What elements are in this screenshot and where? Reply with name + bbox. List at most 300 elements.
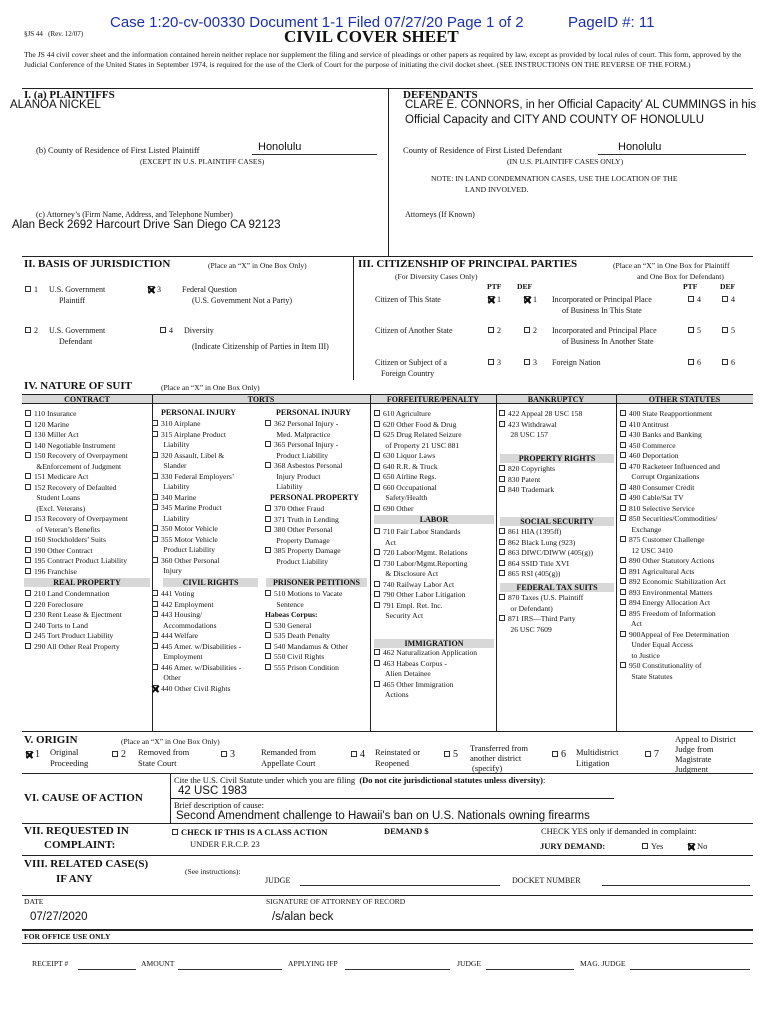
checkbox[interactable] — [524, 327, 530, 333]
list-row[interactable] — [499, 538, 593, 549]
checkbox-checked[interactable] — [148, 286, 154, 292]
date-field[interactable]: 07/27/2020 — [30, 911, 88, 923]
checkbox[interactable] — [152, 632, 158, 638]
checkbox[interactable] — [620, 494, 626, 500]
checkbox[interactable] — [524, 359, 530, 365]
checkbox[interactable] — [265, 420, 271, 426]
list-row[interactable] — [25, 420, 128, 431]
list-row[interactable] — [620, 420, 729, 431]
other-statutes-list — [620, 409, 729, 682]
checkbox[interactable] — [374, 549, 380, 555]
row3-def[interactable]: 3 — [524, 358, 537, 367]
list-row — [374, 538, 468, 549]
list-row[interactable] — [374, 548, 468, 559]
list-row[interactable] — [620, 630, 729, 641]
list-item: 430 Banks and Banking — [629, 430, 702, 439]
list-row[interactable] — [152, 663, 241, 674]
checkbox[interactable] — [488, 359, 494, 365]
checkbox-checked[interactable] — [152, 685, 158, 691]
county-defendant-field[interactable]: Honolulu — [618, 141, 662, 153]
immigration-list — [374, 648, 477, 701]
list-row[interactable] — [265, 525, 341, 536]
checkbox[interactable] — [112, 751, 118, 757]
row2-right-def[interactable]: 5 — [722, 326, 735, 335]
list-row[interactable] — [265, 589, 348, 600]
checkbox[interactable] — [152, 664, 158, 670]
labor-heading: LABOR — [374, 515, 494, 524]
list-row[interactable] — [374, 430, 462, 441]
checkbox[interactable] — [152, 590, 158, 596]
origin-6[interactable]: 6 — [552, 749, 566, 761]
checkbox-checked[interactable] — [26, 751, 32, 757]
list-row[interactable] — [152, 589, 241, 600]
checkbox[interactable] — [25, 431, 31, 437]
list-row — [25, 525, 128, 536]
list-row[interactable] — [499, 485, 555, 496]
checkbox[interactable] — [25, 611, 31, 617]
county-plaintiff-note: (EXCEPT IN U.S. PLAINTIFF CASES) — [140, 157, 265, 166]
checkbox[interactable] — [374, 421, 380, 427]
checkbox[interactable] — [265, 526, 271, 532]
row1-def[interactable]: 1 — [524, 295, 537, 304]
list-row[interactable] — [620, 483, 729, 494]
list-row[interactable] — [25, 483, 128, 494]
checkbox[interactable] — [620, 578, 626, 584]
list-row[interactable] — [25, 430, 128, 441]
checkbox[interactable] — [265, 462, 271, 468]
checkbox[interactable] — [152, 452, 158, 458]
list-row[interactable] — [374, 472, 462, 483]
checkbox[interactable] — [374, 431, 380, 437]
list-row[interactable] — [152, 556, 234, 567]
checkbox[interactable] — [374, 528, 380, 534]
checkbox[interactable] — [620, 452, 626, 458]
list-row[interactable] — [25, 631, 122, 642]
list-row — [620, 525, 729, 536]
list-row[interactable] — [499, 475, 555, 486]
list-row[interactable] — [620, 577, 729, 588]
list-item: Liability — [152, 513, 190, 523]
list-row[interactable] — [374, 420, 462, 431]
checkbox[interactable] — [374, 452, 380, 458]
list-row[interactable] — [499, 527, 593, 538]
list-row[interactable] — [620, 462, 729, 473]
list-row[interactable] — [25, 642, 122, 653]
attorney-label: (c) Attorney’s (Firm Name, Address, and Telephone Number) — [36, 210, 233, 219]
checkbox[interactable] — [722, 296, 728, 302]
list-item: Student Loans — [25, 493, 81, 502]
checkbox[interactable] — [620, 442, 626, 448]
checkbox[interactable] — [499, 465, 505, 471]
list-row[interactable] — [374, 451, 462, 462]
list-row[interactable] — [152, 419, 234, 430]
real-property-heading: REAL PROPERTY — [24, 578, 150, 587]
list-row[interactable] — [25, 514, 128, 525]
list-row[interactable] — [265, 642, 348, 653]
checkbox[interactable] — [499, 549, 505, 555]
checkbox[interactable] — [152, 525, 158, 531]
list-row[interactable] — [265, 440, 342, 451]
list-row[interactable] — [25, 409, 128, 420]
checkbox[interactable] — [265, 632, 271, 638]
see-instructions: (See instructions): — [185, 867, 241, 876]
checkbox[interactable] — [25, 590, 31, 596]
cite-statute-field[interactable]: 42 USC 1983 — [178, 785, 248, 797]
list-row[interactable] — [152, 600, 241, 611]
checkbox[interactable] — [722, 327, 728, 333]
checkbox[interactable] — [25, 536, 31, 542]
checkbox[interactable] — [620, 463, 626, 469]
list-row[interactable] — [620, 430, 729, 441]
jury-no-checkbox[interactable]: No — [688, 841, 707, 851]
checkbox[interactable] — [374, 581, 380, 587]
list-row[interactable] — [265, 631, 348, 642]
list-row[interactable] — [265, 419, 342, 430]
checkbox[interactable] — [374, 591, 380, 597]
list-row[interactable] — [152, 535, 234, 546]
checkbox[interactable] — [499, 486, 505, 492]
list-row[interactable] — [374, 409, 462, 420]
checkbox[interactable] — [374, 660, 380, 666]
checkbox[interactable] — [620, 431, 626, 437]
row1-right-ptf[interactable]: 4 — [688, 295, 701, 304]
checkbox[interactable] — [374, 473, 380, 479]
checkbox[interactable] — [265, 505, 271, 511]
ptf-heading: PTF — [487, 282, 502, 291]
checkbox[interactable] — [620, 515, 626, 521]
checkbox[interactable] — [645, 751, 651, 757]
list-row[interactable] — [620, 556, 729, 567]
checkbox[interactable] — [620, 631, 626, 637]
brief-description-field[interactable]: Second Amendment challenge to Hawaii's ban on U.S. Nationals owning firearms — [176, 810, 590, 822]
checkbox[interactable] — [499, 560, 505, 566]
checkbox[interactable] — [265, 590, 271, 596]
checkbox-checked[interactable] — [488, 296, 494, 302]
citizenship-instr1: (Place an “X” in One Box for Plaintiff — [613, 261, 730, 270]
list-item: 315 Airplane Product — [161, 429, 226, 439]
checkbox[interactable] — [722, 359, 728, 365]
checkbox[interactable] — [688, 359, 694, 365]
row1-right-def[interactable]: 4 — [722, 295, 735, 304]
checkbox[interactable] — [499, 594, 505, 600]
checkbox[interactable] — [374, 463, 380, 469]
citizen-another-state-label: Citizen of Another State — [375, 326, 453, 335]
list-item: Accommodations — [152, 620, 217, 630]
checkbox[interactable] — [152, 611, 158, 617]
list-row[interactable] — [499, 548, 593, 559]
list-row[interactable] — [374, 559, 468, 570]
list-item: 861 HIA (1395ff) — [508, 527, 562, 536]
class-action-checkbox[interactable]: CHECK IF THIS IS A CLASS ACTION — [172, 827, 327, 837]
checkbox[interactable] — [688, 327, 694, 333]
list-row[interactable] — [25, 610, 122, 621]
plaintiffs-field[interactable]: ALANOA NICKEL — [10, 99, 101, 111]
list-row — [499, 625, 583, 636]
list-row — [152, 461, 234, 472]
list-row[interactable] — [152, 472, 234, 483]
checkbox[interactable] — [265, 643, 271, 649]
checkbox[interactable] — [620, 568, 626, 574]
checkbox[interactable] — [374, 681, 380, 687]
list-row[interactable] — [25, 600, 122, 611]
checkbox[interactable] — [25, 643, 31, 649]
checkbox[interactable] — [25, 410, 31, 416]
checkbox[interactable] — [688, 296, 694, 302]
list-row[interactable] — [620, 504, 729, 515]
checkbox[interactable] — [620, 421, 626, 427]
list-row[interactable] — [25, 546, 128, 557]
checkbox[interactable] — [642, 843, 648, 849]
list-row[interactable] — [499, 559, 593, 570]
checkbox[interactable] — [265, 516, 271, 522]
list-item: Actions — [374, 690, 409, 699]
checkbox[interactable] — [265, 653, 271, 659]
list-row[interactable] — [265, 504, 341, 515]
row2-right-ptf[interactable]: 5 — [688, 326, 701, 335]
row3-ptf[interactable]: 3 — [488, 358, 501, 367]
checkbox[interactable] — [620, 610, 626, 616]
list-row[interactable] — [499, 593, 583, 604]
checkbox[interactable] — [152, 431, 158, 437]
list-row[interactable] — [152, 610, 241, 621]
list-item: 463 Habeas Corpus - — [383, 658, 447, 668]
checkbox[interactable] — [152, 557, 158, 563]
list-row[interactable] — [374, 680, 477, 691]
ptf-heading-right: PTF — [683, 282, 698, 291]
checkbox[interactable] — [25, 632, 31, 638]
checkbox[interactable] — [620, 536, 626, 542]
civil-rights-heading: CIVIL RIGHTS — [163, 578, 258, 587]
checkbox[interactable] — [620, 589, 626, 595]
checkbox[interactable] — [172, 829, 178, 835]
origin-1[interactable]: 1 — [26, 749, 40, 761]
checkbox[interactable] — [620, 599, 626, 605]
list-row[interactable] — [499, 409, 582, 420]
checkbox[interactable] — [25, 484, 31, 490]
def-heading: DEF — [517, 282, 533, 291]
checkbox-checked[interactable] — [524, 296, 530, 302]
checkbox[interactable] — [620, 505, 626, 511]
checkbox[interactable] — [152, 473, 158, 479]
origin-4[interactable]: 4 — [351, 749, 365, 761]
cite-statute-label: Cite the U.S. Civil Statute under which you are filing (Do not cite jurisdictional statutes unless diversity): — [174, 775, 546, 785]
list-row[interactable] — [152, 503, 234, 514]
checkbox[interactable] — [620, 410, 626, 416]
list-row[interactable] — [152, 524, 234, 535]
origin-label: V. ORIGIN — [24, 734, 78, 746]
list-row[interactable] — [265, 621, 348, 632]
list-row[interactable] — [25, 589, 122, 600]
checkbox[interactable] — [552, 751, 558, 757]
list-row[interactable] — [374, 504, 462, 515]
list-row[interactable] — [620, 661, 729, 672]
list-row — [152, 514, 234, 525]
jurisdiction-opt1[interactable]: 1 — [25, 285, 38, 294]
list-row[interactable] — [265, 461, 342, 472]
checkbox[interactable] — [374, 602, 380, 608]
list-row[interactable] — [374, 590, 468, 601]
origin-5[interactable]: 5 — [444, 749, 458, 761]
list-row[interactable] — [152, 642, 241, 653]
page-id: PageID #: 11 — [568, 14, 655, 31]
checkbox[interactable] — [265, 622, 271, 628]
list-row[interactable] — [620, 451, 729, 462]
list-item: Injury — [152, 566, 182, 575]
checkbox[interactable] — [25, 568, 31, 574]
row3-right-label: Foreign Nation — [552, 358, 601, 367]
list-row[interactable] — [374, 659, 477, 670]
list-row[interactable] — [620, 514, 729, 525]
list-row[interactable] — [265, 515, 341, 526]
list-item: 320 Assault, Libel & — [161, 450, 225, 460]
checkbox[interactable] — [152, 420, 158, 426]
list-item: 380 Other Personal — [274, 525, 333, 534]
checkbox[interactable] — [265, 441, 271, 447]
jurisdiction-opt3[interactable]: 3 — [148, 285, 161, 294]
checkbox[interactable] — [25, 286, 31, 292]
list-item: 290 All Other Real Property — [34, 641, 120, 651]
list-item: 310 Airplane — [161, 419, 201, 428]
checkbox[interactable] — [152, 536, 158, 542]
jurisdiction-opt2[interactable]: 2 — [25, 326, 38, 335]
checkbox[interactable] — [499, 528, 505, 534]
checkbox[interactable] — [152, 643, 158, 649]
origin-7[interactable]: 7 — [645, 749, 659, 761]
list-row[interactable] — [152, 430, 234, 441]
row2-ptf[interactable]: 2 — [488, 326, 501, 335]
list-item: 490 Cable/Sat TV — [629, 493, 684, 502]
signature-field[interactable]: /s/alan beck — [272, 911, 334, 923]
checkbox[interactable] — [620, 557, 626, 563]
list-row[interactable] — [620, 567, 729, 578]
list-item: Sentence — [265, 599, 304, 609]
list-row[interactable] — [499, 614, 583, 625]
list-row[interactable] — [620, 535, 729, 546]
list-row[interactable] — [374, 580, 468, 591]
list-row[interactable] — [499, 464, 555, 475]
list-row[interactable] — [374, 483, 462, 494]
checkbox[interactable] — [25, 442, 31, 448]
checkbox[interactable] — [25, 557, 31, 563]
list-row[interactable] — [374, 527, 468, 538]
checkbox[interactable] — [499, 539, 505, 545]
origin-2[interactable]: 2 — [112, 749, 126, 761]
defendants-field-line1[interactable]: CLARE E. CONNORS, in her Official Capacity' AL CUMMINGS in his — [405, 99, 757, 111]
checkbox[interactable] — [374, 505, 380, 511]
checkbox[interactable] — [25, 547, 31, 553]
checkbox[interactable] — [444, 751, 450, 757]
list-row[interactable] — [620, 441, 729, 452]
checkbox[interactable] — [620, 484, 626, 490]
checkbox[interactable] — [160, 327, 166, 333]
origin-3[interactable]: 3 — [221, 749, 235, 761]
checkbox[interactable] — [25, 473, 31, 479]
list-row[interactable] — [620, 609, 729, 620]
list-item: 240 Torts to Land — [34, 620, 88, 630]
list-item: 864 SSID Title XVI — [508, 558, 569, 568]
origin-4-label: Reinstated or Reopened — [375, 747, 421, 768]
list-row[interactable] — [374, 648, 477, 659]
checkbox[interactable] — [25, 622, 31, 628]
checkbox[interactable] — [25, 327, 31, 333]
county-plaintiff-field[interactable]: Honolulu — [258, 141, 302, 153]
list-row[interactable] — [25, 621, 122, 632]
checkbox[interactable] — [374, 484, 380, 490]
list-item: or Defendant) — [499, 603, 553, 613]
checkbox[interactable] — [499, 421, 505, 427]
jurisdiction-opt4[interactable]: 4 — [160, 326, 173, 335]
row3-right-def[interactable]: 6 — [722, 358, 735, 367]
real-property-list — [25, 589, 122, 652]
checkbox[interactable] — [499, 615, 505, 621]
list-row[interactable] — [265, 546, 341, 557]
list-row[interactable] — [152, 451, 234, 462]
row2-def[interactable]: 2 — [524, 326, 537, 335]
list-row[interactable] — [265, 663, 348, 674]
list-row[interactable] — [25, 451, 128, 462]
attorney-field[interactable]: Alan Beck 2692 Harcourt Drive San Diego CA 92123 — [12, 219, 281, 231]
checkbox[interactable] — [221, 751, 227, 757]
row3-right-ptf[interactable]: 6 — [688, 358, 701, 367]
list-row[interactable] — [25, 472, 128, 483]
list-row[interactable] — [152, 631, 241, 642]
checkbox[interactable] — [152, 601, 158, 607]
checkbox[interactable] — [374, 649, 380, 655]
list-row[interactable] — [152, 493, 234, 504]
row1-ptf[interactable]: 1 — [488, 295, 501, 304]
checkbox-checked[interactable] — [688, 843, 694, 849]
checkbox[interactable] — [499, 570, 505, 576]
list-row[interactable] — [620, 588, 729, 599]
list-row[interactable] — [25, 556, 128, 567]
list-row[interactable] — [499, 420, 582, 431]
checkbox[interactable] — [25, 515, 31, 521]
list-row[interactable] — [25, 535, 128, 546]
list-row — [374, 669, 477, 680]
cause-label: VI. CAUSE OF ACTION — [24, 792, 143, 804]
checkbox[interactable] — [25, 421, 31, 427]
list-row[interactable] — [620, 598, 729, 609]
checkbox[interactable] — [374, 560, 380, 566]
checkbox[interactable] — [265, 547, 271, 553]
list-row[interactable] — [374, 601, 468, 612]
checkbox[interactable] — [152, 494, 158, 500]
checkbox[interactable] — [25, 601, 31, 607]
list-row[interactable] — [25, 567, 128, 578]
list-row[interactable] — [265, 652, 348, 663]
checkbox[interactable] — [374, 410, 380, 416]
checkbox[interactable] — [265, 664, 271, 670]
checkbox[interactable] — [620, 662, 626, 668]
checkbox[interactable] — [351, 751, 357, 757]
jury-yes-checkbox[interactable]: Yes — [642, 841, 663, 851]
list-row — [152, 621, 241, 632]
checkbox[interactable] — [488, 327, 494, 333]
list-row[interactable] — [499, 569, 593, 580]
checkbox[interactable] — [152, 504, 158, 510]
checkbox[interactable] — [25, 452, 31, 458]
list-row[interactable] — [25, 441, 128, 452]
checkbox[interactable] — [499, 410, 505, 416]
defendants-field-line2[interactable]: Official Capacity and CITY AND COUNTY OF HONOLULU — [405, 114, 705, 126]
list-row[interactable] — [374, 462, 462, 473]
list-row[interactable] — [152, 684, 241, 695]
list-row[interactable] — [620, 409, 729, 420]
list-row[interactable] — [620, 493, 729, 504]
checkbox[interactable] — [499, 476, 505, 482]
jurisdiction-opt2-label: U.S. Government Defendant — [49, 326, 106, 346]
list-item: 871 IRS—Third Party — [508, 614, 576, 623]
